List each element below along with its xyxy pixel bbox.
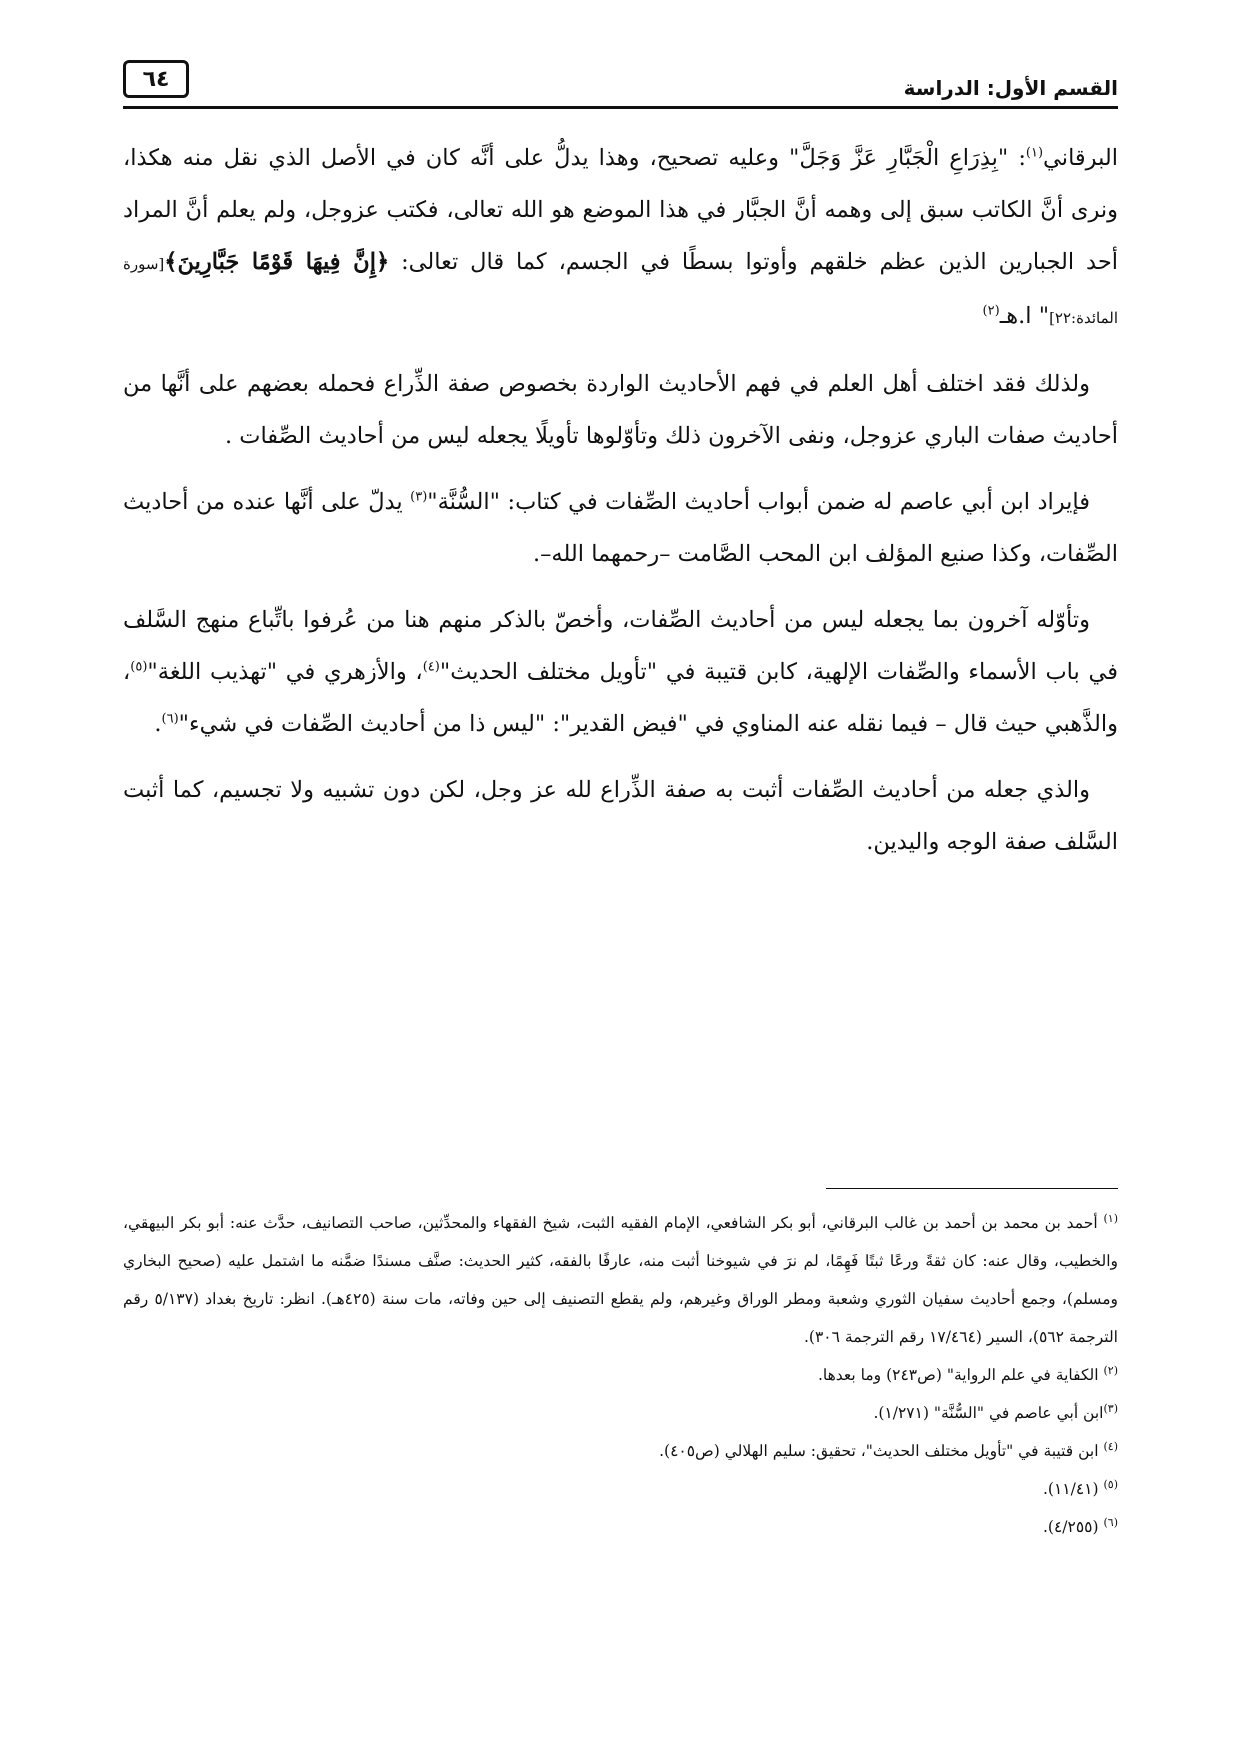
footnote-number: (١) (1103, 1211, 1118, 1225)
footnote-text: (١١/٤١). (1042, 1480, 1099, 1498)
footnote-ref-3[interactable]: (٣) (410, 489, 428, 505)
footnote-ref-1[interactable]: (١) (1025, 145, 1044, 161)
footnotes (123, 1204, 1118, 1546)
p4-text-d: . (154, 711, 162, 737)
paragraph-1 (123, 132, 1118, 344)
footnote-number: (٣) (1103, 1401, 1118, 1415)
paragraph-2: ولذلك فقد اختلف أهل العلم في فهم الأحاديث الواردة بخصوص صفة الذِّراع فحمله بعضهم على أنَّها من أحاديث صفات الباري عزوجل، ونفى الآخرون ذلك وتأوّلوها تأويلًا يجعله ليس من أحاديث الصِّفات . (123, 371, 1118, 449)
footnote-text: ابن أبي عاصم في "السُّنَّة" (١/٢٧١). (873, 1404, 1104, 1422)
page-number-text: ٦٤ (142, 66, 170, 92)
footnote-4 (123, 1432, 1118, 1470)
footnote-divider (826, 1188, 1118, 1189)
p3-text-b: يدلّ على أنَّها عنده من أحاديث الصِّفات، وكذا صنيع المؤلف ابن المحب الصَّامت –رحمهما الله–. (123, 489, 1118, 567)
main-text (123, 132, 1118, 882)
footnote-5 (123, 1470, 1118, 1508)
footnote-1 (123, 1204, 1118, 1356)
footnote-ref-4[interactable]: (٤) (422, 659, 440, 675)
footnote-number: (٥) (1103, 1477, 1118, 1491)
footnote-ref-2[interactable]: (٢) (982, 303, 1000, 319)
footnote-ref-5[interactable]: (٥) (130, 659, 148, 675)
footnote-number: (٦) (1103, 1515, 1118, 1529)
section-title: القسم الأول: الدراسة (903, 76, 1118, 100)
footnote-6 (123, 1508, 1118, 1546)
footnote-text: ابن قتيبة في "تأويل مختلف الحديث"، تحقيق: سليم الهلالي (ص٤٠٥). (659, 1442, 1099, 1460)
p3-text-a: فإيراد ابن أبي عاصم له ضمن أبواب أحاديث الصِّفات في كتاب: "السُّنَّة" (427, 489, 1091, 515)
footnote-number: (٤) (1103, 1439, 1118, 1453)
p4-text-a: وتأوّله آخرون بما يجعله ليس من أحاديث الصِّفات، وأخصّ بالذكر منهم هنا من عُرفوا باتِّباع منهج السَّلف في باب الأسماء والصِّفات الإلهية، كابن قتيبة في "تأويل مختلف الحديث" (123, 607, 1118, 685)
paragraph-3 (123, 476, 1118, 580)
verse-reference: [سورة المائدة:٢٢] (123, 255, 1118, 327)
p1-text-d: " ا.هـ (999, 303, 1050, 329)
paragraph-5: والذي جعله من أحاديث الصِّفات أثبت به صفة الذِّراع لله عز وجل، لكن دون تشبيه ولا تجسيم، كما أثبت السَّلف صفة الوجه واليدين. (123, 777, 1118, 855)
p1-text-b: : "بِذِرَاعِ الْجَبَّارِ عَزَّ وَجَلَّ" وعليه تصحيح، وهذا يدلُّ على أنَّه كان في الأصل الذي نقل منه هكذا، ونرى أنَّ الكاتب سبق إلى وهمه أنَّ الجبَّار في هذا الموضع هو الله تعالى، فكتب عزوجل، ولم يعلم أنَّ المراد أحد الجبارين الذين عظم خلقهم وأوتوا بسطًا في الجسم، كما قال تعالى: (123, 145, 1118, 275)
footnote-text: الكفاية في علم الرواية" (ص٢٤٣) وما بعدها. (817, 1366, 1099, 1384)
footnote-2 (123, 1356, 1118, 1394)
paragraph-4 (123, 594, 1118, 750)
p4-text-b: ، والأزهري في "تهذيب اللغة" (147, 659, 423, 685)
page-number (123, 60, 189, 98)
footnote-number: (٢) (1103, 1363, 1118, 1377)
p4-text-c: ، والذَّهبي حيث قال – فيما نقله عنه المناوي في "فيض القدير": "ليس ذا من أحاديث الصِّفات في شيء" (123, 659, 1118, 737)
footnote-text: أحمد بن محمد بن أحمد بن غالب البرقاني، أبو بكر الشافعي، الإمام الفقيه الثبت، شيخ الفقهاء والمحدِّثين، صاحب التصانيف، حدَّث عنه: أبو بكر البيهقي، والخطيب، وقال عنه: كان ثقةً ورعًا ثبتًا فَهِمًا، لم نرَ في شيوخنا أثبت منه، عارفًا بالفقه، كثير الحديث: صنَّف مسندًا ضمَّنه ما اشتمل عليه (صحيح البخاري ومسلم)، وجمع أحاديث سفيان الثوري وشعبة ومطر الوراق وغيرهم، ولم يقطع التصنيف إلى حين وفاته، مات سنة (٤٢٥هـ). انظر: تاريخ بغداد (٥/١٣٧ رقم الترجمة ٥٦٢)، السير (١٧/٤٦٤ رقم الترجمة ٣٠٦). (123, 1214, 1119, 1346)
p1-text-a: البرقاني (1043, 145, 1118, 171)
footnote-text: (٤/٢٥٥). (1042, 1518, 1099, 1536)
header-divider (123, 106, 1118, 109)
quran-verse: ﴿إِنَّ فِيهَا قَوْمًا جَبَّارِينَ﴾ (164, 249, 390, 275)
footnote-3 (123, 1394, 1118, 1432)
footnote-ref-6[interactable]: (٦) (161, 711, 179, 727)
